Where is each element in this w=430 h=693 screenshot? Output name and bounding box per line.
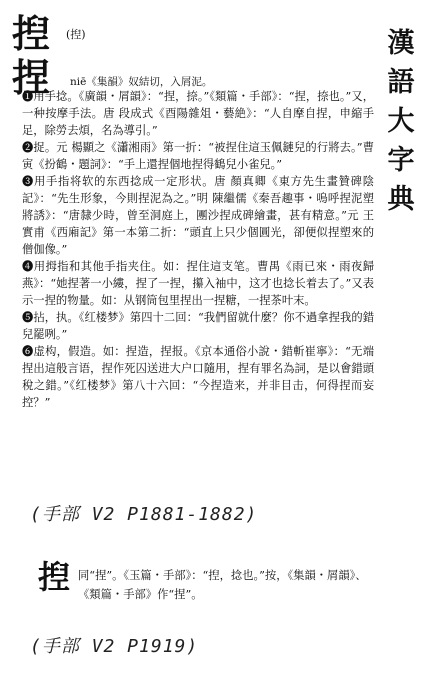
sense-2: ❷捉。元 楊顯之《瀟湘雨》第一折：“被捏住這玉佩鏈兒的行將去。”曹寅《扮鶴・題詞》：“手上還捏個地捏得鶴兒小雀兒。”	[22, 141, 374, 171]
headword-simplified: 捏	[12, 55, 51, 100]
pronunciation: niē《集韻》奴結切，入屑泥。	[70, 76, 213, 88]
sense-3: ❸用手指将软的东西捻成一定形状。唐 顏真卿《東方先生畫贊碑陰記》：“先生形象，今則捏泥為之。”明 陳繼儒《秦吾趣事・嗚呼捏泥塑將誘》：“唐隸少時，曾至洞庭上，團沙捏成碑繪畫，甚有精意。”元 王實甫《西廂記》第一本第二折：“頭直上只少個圓光，卻便似捏塑來的僧伽像。”	[22, 175, 374, 256]
dictionary-title-char: 漢	[387, 28, 415, 59]
variant-entry-text: 同“捏”。《玉篇・手部》：“揑，捻也。”按，《集韻・屑韻》、《類篇・手部》作“捏”。	[78, 569, 367, 601]
sense-1: ❶用手捻。《廣韻・屑韻》：“捏，捺。”《類篇・手部》：“捏，捺也。”又，一种按摩手法。唐 段成式《酉陽雜俎・藝絶》：“人自摩自捏，申縮手足，除勞去煩，名為導引。”	[22, 90, 374, 137]
headword-variant-note: (揑)	[66, 28, 86, 41]
dictionary-title-char: 語	[387, 67, 415, 98]
headword-traditional: 揑	[12, 11, 51, 56]
sense-5: ❺拈，执。《红楼梦》第四十二回：“我們留就什麼？你不過拿捏我的錯兒罷咧。”	[22, 311, 374, 341]
sense-6: ❻虚构，假造。如：捏造，捏报。《京本通俗小說・錯斬崔寧》：“无端捏出這般言语，捏作死囚送进大户口隨用，捏有罪名為詞，是以會錯頭稅之錯。”《红楼梦》第八十六回：“今捏造来，并非目击，何得捏而妄控？”	[22, 345, 374, 409]
dictionary-title-char: 大	[387, 106, 415, 137]
handwritten-page-reference: (手部 V2 P1881-1882)	[30, 504, 258, 525]
dictionary-title	[386, 24, 416, 219]
variant-headword: 揑	[38, 558, 71, 596]
dictionary-title-char: 典	[387, 184, 415, 215]
handwritten-page-reference-2: (手部 V2 P1919)	[30, 636, 199, 657]
sense-4: ❹用拇指和其他手指夹住。如：捏住這支笔。曹禺《雨已來・雨夜歸燕》：“她捏著一小縷，捏了一捏，攥入袖中，这才也捻长着去了。”又表示一捏的物量。如：从钢筒包里捏出一捏糖，一捏茶叶末。	[22, 260, 374, 307]
entry-definitions	[22, 88, 374, 411]
dictionary-title-char: 字	[387, 145, 415, 176]
